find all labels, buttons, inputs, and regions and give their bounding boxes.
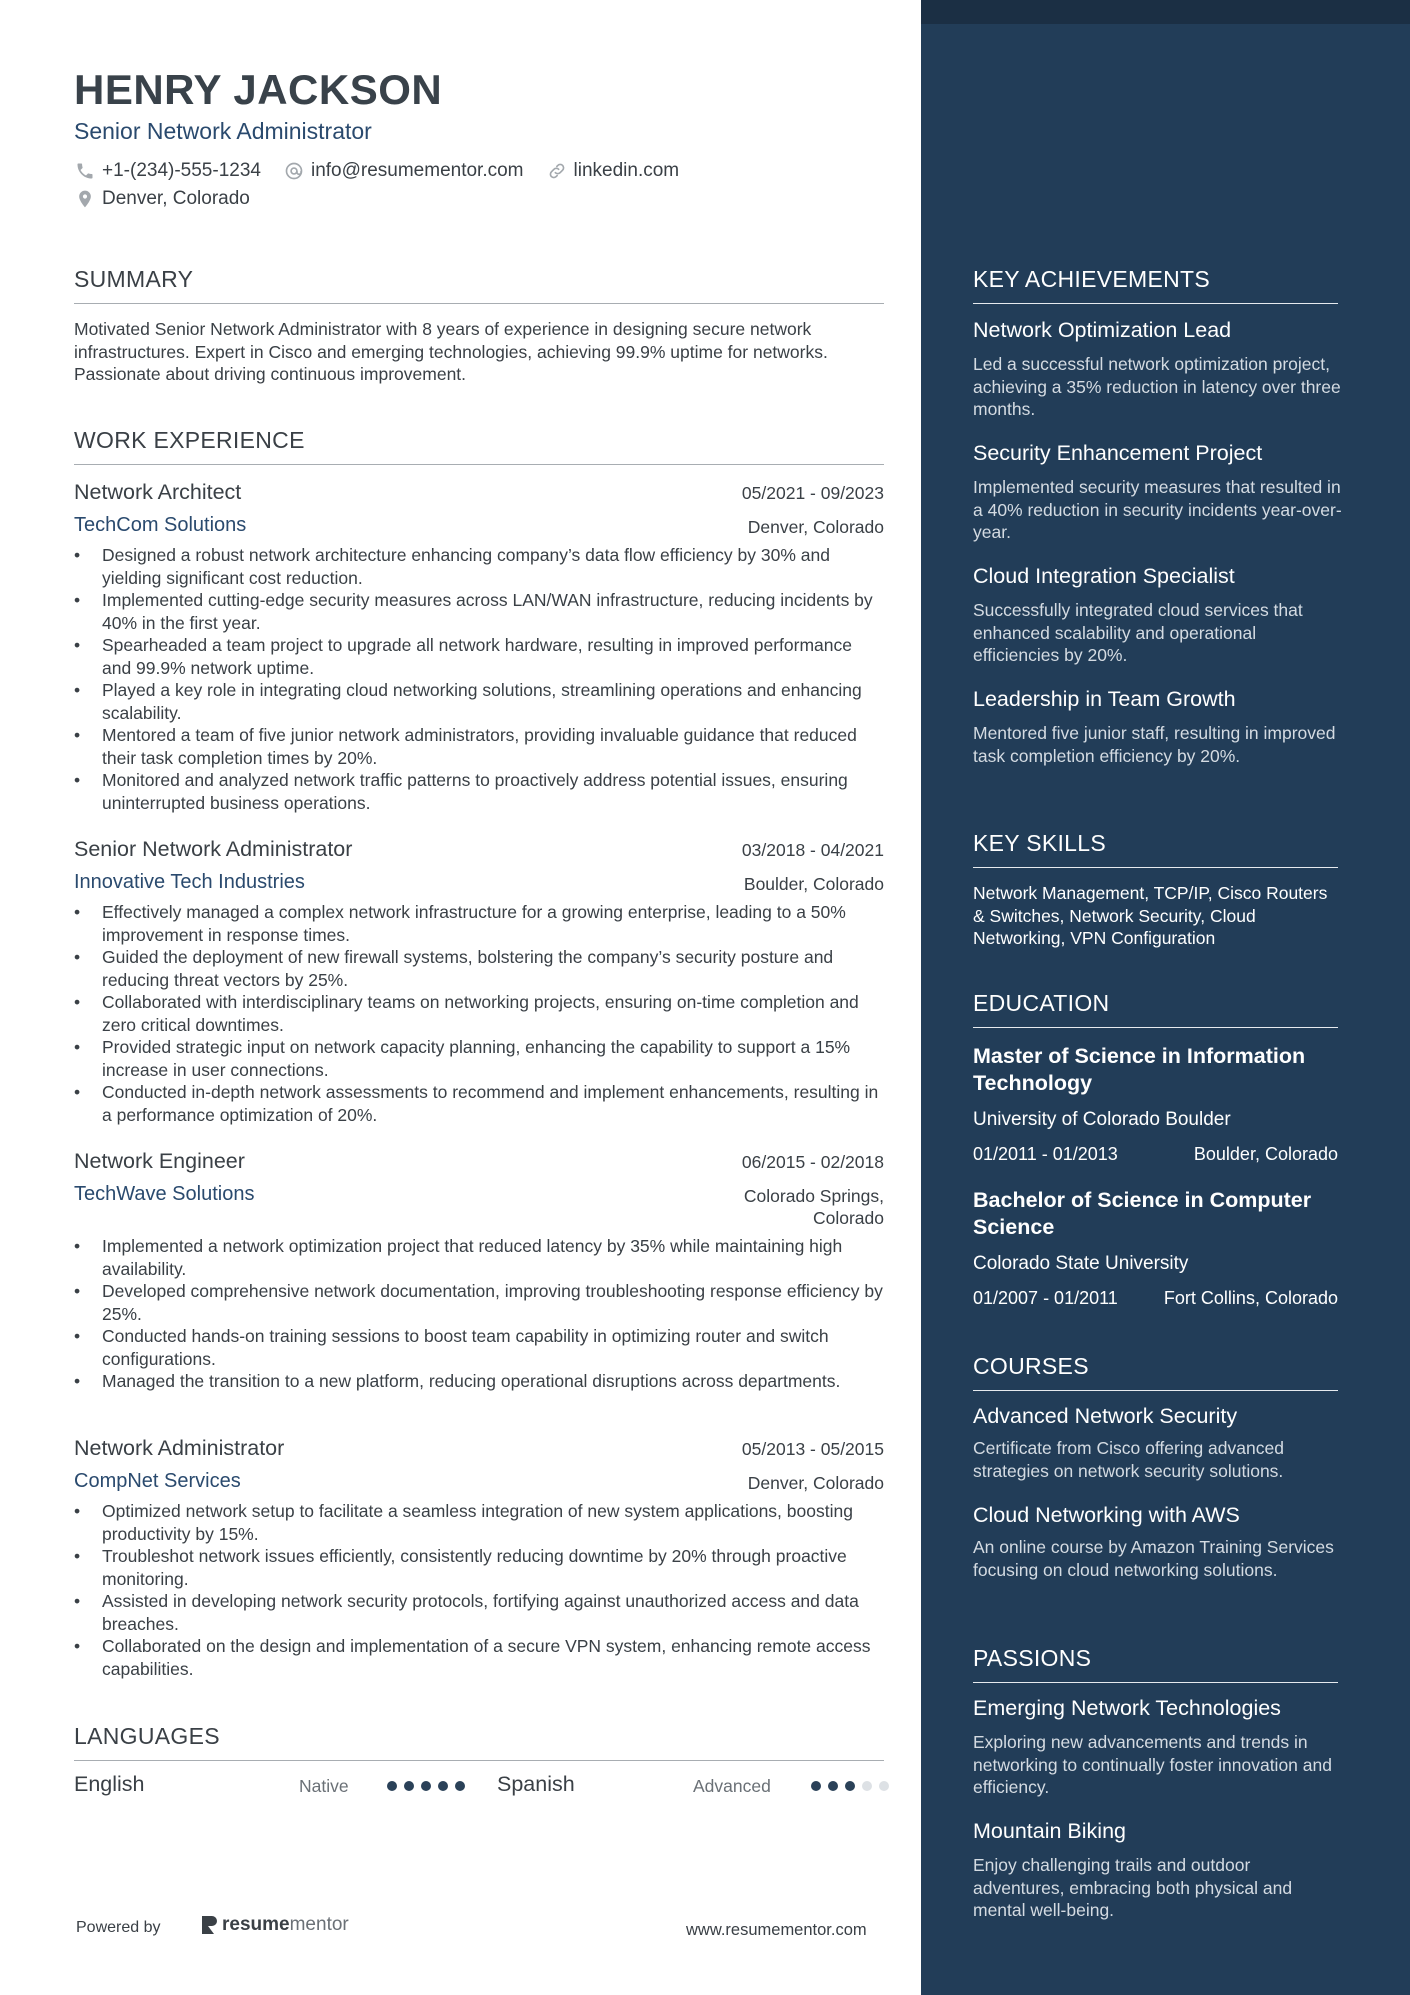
experience-heading: WORK EXPERIENCE xyxy=(74,427,884,465)
language-level: Native xyxy=(299,1776,349,1796)
passion-title: Emerging Network Technologies xyxy=(973,1696,1281,1720)
rating-dot xyxy=(404,1781,414,1791)
achievement-desc: Implemented security measures that resulted in a 40% reduction in security incidents year-over-year. xyxy=(973,477,1342,542)
rating-dot xyxy=(828,1781,838,1791)
link-icon xyxy=(546,160,568,182)
course-title: Advanced Network Security xyxy=(973,1404,1238,1428)
job-location-line: Colorado Springs, xyxy=(743,1186,884,1206)
summary-heading: SUMMARY xyxy=(74,266,884,304)
achievement-desc: Mentored five junior staff, resulting in improved task completion efficiency by 20%. xyxy=(973,723,1336,766)
language-rating xyxy=(387,1781,472,1791)
job-bullet: • Monitored and analyzed network traffic patterns to proactively address potential issues, ensuring uninterrupted business operations. xyxy=(74,769,884,814)
job-bullet: • Conducted in-depth network assessments to recommend and implement enhancements, resulting in a performance optimization of 20%. xyxy=(74,1081,884,1126)
degree-title: Bachelor of Science in Computer Science xyxy=(973,1188,1312,1239)
passion-title: Mountain Biking xyxy=(973,1819,1126,1843)
job-bullet: • Provided strategic input on network capacity planning, enhancing the capability to support a 15% increase in user connections. xyxy=(74,1036,884,1081)
job-company: TechWave Solutions xyxy=(74,1183,255,1205)
job-title: Network Engineer xyxy=(74,1149,245,1173)
job-location-line: Colorado xyxy=(812,1208,884,1228)
location-text: Denver, Colorado xyxy=(102,188,250,209)
job-bullets xyxy=(74,901,884,1126)
job-bullet: • Collaborated on the design and implementation of a secure VPN system, enhancing remote access capabilities. xyxy=(74,1635,884,1680)
contact-phone[interactable] xyxy=(74,160,261,182)
job-company-row xyxy=(74,1183,884,1235)
contact-email[interactable] xyxy=(283,160,524,182)
job-bullet: • Managed the transition to a new platform, reducing operational disruptions across departments. xyxy=(74,1370,884,1393)
candidate-title: Senior Network Administrator xyxy=(74,118,372,144)
rating-dot xyxy=(862,1781,872,1791)
powered-by-label: Powered by xyxy=(76,1919,161,1936)
skills-heading: KEY SKILLS xyxy=(973,830,1338,868)
rating-dot xyxy=(811,1781,821,1791)
achievement-title: Network Optimization Lead xyxy=(973,318,1232,342)
job-dates: 05/2013 - 05/2015 xyxy=(741,1439,884,1459)
course-desc: Certificate from Cisco offering advanced strategies on network security solutions. xyxy=(973,1438,1284,1481)
job-bullet: • Developed comprehensive network documentation, improving troubleshooting response efficiency by 25%. xyxy=(74,1280,884,1325)
rating-dot xyxy=(845,1781,855,1791)
rating-dot xyxy=(455,1781,465,1791)
job-bullets xyxy=(74,1235,884,1393)
job-company: TechCom Solutions xyxy=(74,514,247,536)
job-title: Network Administrator xyxy=(74,1436,285,1460)
job-dates: 05/2021 - 09/2023 xyxy=(741,483,884,503)
resumementor-logo[interactable] xyxy=(200,1914,349,1936)
job-entry xyxy=(74,837,884,1126)
contact-row xyxy=(74,160,701,182)
job-bullet: • Played a key role in integrating cloud networking solutions, streamlining operations and enhancing scalability. xyxy=(74,679,884,724)
language-name: Spanish xyxy=(497,1772,575,1796)
job-location xyxy=(744,1185,884,1229)
achievement-title: Security Enhancement Project xyxy=(973,441,1263,465)
job-title: Network Architect xyxy=(74,480,242,504)
summary-text: Motivated Senior Network Administrator with 8 years of experience in designing secure network infrastructures. Expert in Cisco and emerging technologies, achieving 99.9% uptime for networks. Passionate about driving continuous improvement. xyxy=(74,319,828,384)
job-bullet: • Conducted hands-on training sessions to boost team capability in optimizing router and switch configurations. xyxy=(74,1325,884,1370)
job-header xyxy=(74,1436,884,1470)
job-entry xyxy=(74,1149,884,1393)
job-bullet: • Collaborated with interdisciplinary teams on networking projects, ensuring on-time completion and zero critical downtimes. xyxy=(74,991,884,1036)
job-location: Denver, Colorado xyxy=(747,1473,884,1493)
course-desc: An online course by Amazon Training Services focusing on cloud networking solutions. xyxy=(973,1537,1334,1580)
contact-location xyxy=(74,188,250,210)
job-bullet: • Spearheaded a team project to upgrade all network hardware, resulting in improved performance and 99.9% network uptime. xyxy=(74,634,884,679)
job-bullet: • Mentored a team of five junior network administrators, providing invaluable guidance that reduced their task completion times by 20%. xyxy=(74,724,884,769)
achievements-heading: KEY ACHIEVEMENTS xyxy=(973,266,1338,304)
degree-title: Master of Science in Information Technology xyxy=(973,1044,1306,1095)
job-bullets xyxy=(74,1500,884,1680)
job-company: CompNet Services xyxy=(74,1470,241,1492)
website-link[interactable]: www.resumementor.com xyxy=(686,1921,867,1939)
job-bullet: • Assisted in developing network security protocols, fortifying against unauthorized access and data breaches. xyxy=(74,1590,884,1635)
passion-desc: Enjoy challenging trails and outdoor adventures, embracing both physical and mental well-being. xyxy=(973,1855,1293,1920)
job-header xyxy=(74,480,884,514)
education-location: Fort Collins, Colorado xyxy=(1163,1288,1338,1308)
email-text: info@resumementor.com xyxy=(310,160,524,181)
candidate-name: HENRY JACKSON xyxy=(74,66,443,113)
rating-dot xyxy=(438,1781,448,1791)
rating-dot xyxy=(879,1781,889,1791)
job-header xyxy=(74,1149,884,1183)
achievement-desc: Successfully integrated cloud services that enhanced scalability and operational efficiencies by 20%. xyxy=(973,600,1303,665)
job-company: Innovative Tech Industries xyxy=(74,871,305,893)
language-name: English xyxy=(74,1772,145,1796)
job-header xyxy=(74,837,884,871)
job-dates: 03/2018 - 04/2021 xyxy=(741,840,884,860)
course-title: Cloud Networking with AWS xyxy=(973,1503,1240,1527)
job-entry xyxy=(74,480,884,814)
courses-heading: COURSES xyxy=(973,1353,1338,1391)
achievement-desc: Led a successful network optimization project, achieving a 35% reduction in latency over three months. xyxy=(973,354,1341,419)
job-bullet: • Implemented a network optimization project that reduced latency by 35% while maintaining high availability. xyxy=(74,1235,884,1280)
job-bullets xyxy=(74,544,884,814)
education-dates: 01/2007 - 01/2011 xyxy=(973,1288,1118,1308)
logo-text-light: mentor xyxy=(289,1914,349,1935)
school-name: Colorado State University xyxy=(973,1253,1189,1274)
achievement-title: Cloud Integration Specialist xyxy=(973,564,1235,588)
sidebar xyxy=(921,0,1410,1995)
language-level: Advanced xyxy=(693,1776,771,1796)
rating-dot xyxy=(421,1781,431,1791)
location-pin-icon xyxy=(74,188,96,210)
phone-icon xyxy=(74,160,96,182)
sidebar-top-band xyxy=(921,0,1410,24)
languages-heading: LANGUAGES xyxy=(74,1723,884,1761)
logo-icon xyxy=(200,1915,218,1935)
rating-dot xyxy=(387,1781,397,1791)
job-bullet: • Implemented cutting-edge security measures across LAN/WAN infrastructure, reducing incidents by 40% in the first year. xyxy=(74,589,884,634)
job-bullet: • Troubleshot network issues efficiently, consistently reducing downtime by 20% through proactive monitoring. xyxy=(74,1545,884,1590)
education-heading: EDUCATION xyxy=(973,990,1338,1028)
at-icon xyxy=(283,160,305,182)
job-company-row xyxy=(74,1470,884,1500)
job-bullet: • Guided the deployment of new firewall systems, bolstering the company’s security posture and reducing threat vectors by 25%. xyxy=(74,946,884,991)
linkedin-text: linkedin.com xyxy=(573,160,680,181)
school-name: University of Colorado Boulder xyxy=(973,1109,1231,1130)
job-bullet: • Effectively managed a complex network infrastructure for a growing enterprise, leading to a 50% improvement in response times. xyxy=(74,901,884,946)
skills-text: Network Management, TCP/IP, Cisco Routers & Switches, Network Security, Cloud Networking, VPN Configuration xyxy=(973,883,1328,948)
passion-desc: Exploring new advancements and trends in networking to continually foster innovation and efficiency. xyxy=(973,1732,1332,1797)
job-entry xyxy=(74,1436,884,1680)
job-company-row xyxy=(74,871,884,901)
education-dates: 01/2011 - 01/2013 xyxy=(973,1144,1118,1164)
job-location: Denver, Colorado xyxy=(747,517,884,537)
language-rating xyxy=(811,1781,896,1791)
passions-heading: PASSIONS xyxy=(973,1645,1338,1683)
job-title: Senior Network Administrator xyxy=(74,837,353,861)
job-bullet: • Designed a robust network architecture enhancing company’s data flow efficiency by 30% and yielding significant cost reduction. xyxy=(74,544,884,589)
job-bullet: • Optimized network setup to facilitate a seamless integration of new system applications, boosting productivity by 15%. xyxy=(74,1500,884,1545)
phone-text: +1-(234)-555-1234 xyxy=(102,160,261,181)
job-location: Boulder, Colorado xyxy=(743,874,884,894)
contact-linkedin[interactable] xyxy=(546,160,680,182)
logo-text-bold: resume xyxy=(222,1914,290,1935)
achievement-title: Leadership in Team Growth xyxy=(973,687,1236,711)
education-location: Boulder, Colorado xyxy=(1193,1144,1338,1164)
job-dates: 06/2015 - 02/2018 xyxy=(741,1152,884,1172)
job-company-row xyxy=(74,514,884,544)
